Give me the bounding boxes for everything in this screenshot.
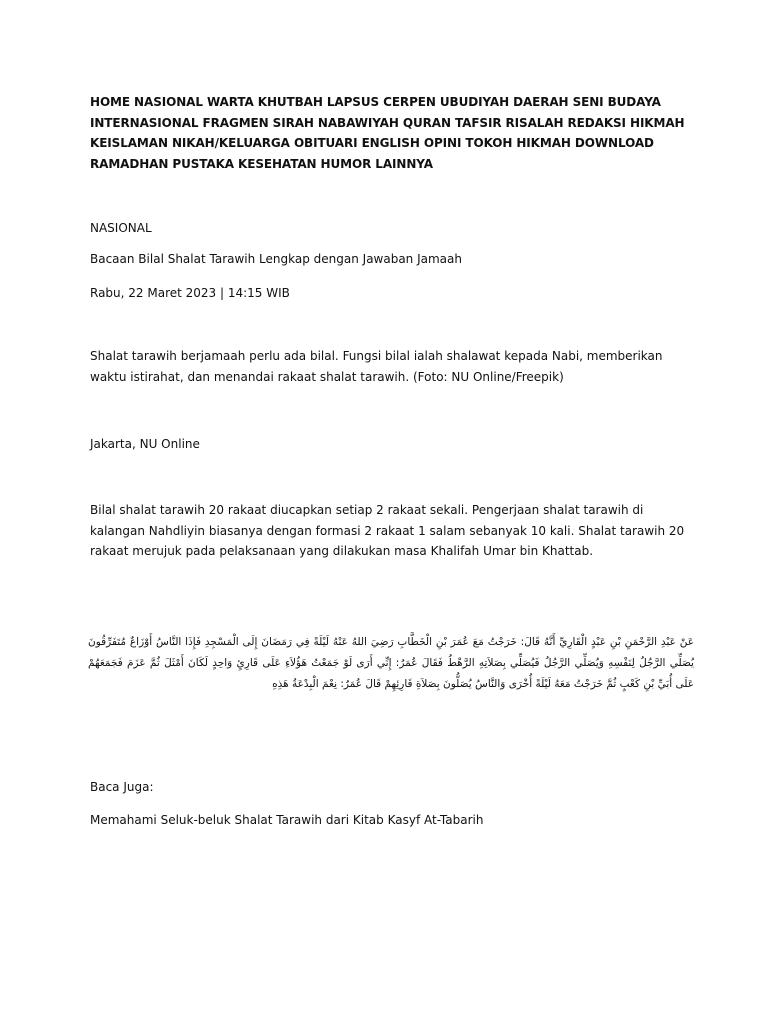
article-title: Bacaan Bilal Shalat Tarawih Lengkap dengan Jawaban Jamaah bbox=[90, 252, 462, 266]
article-paragraph: Bilal shalat tarawih 20 rakaat diucapkan setiap 2 rakaat sekali. Pengerjaan shalat tarawih di kalangan Nahdliyin biasanya dengan formasi 2 rakaat 1 salam sebanyak 10 kali. Shalat tarawih 20 rakaat merujuk pada pelaksanaan yang dilakukan masa Khalifah Umar bin Khattab. bbox=[90, 503, 685, 558]
nav-menu-text[interactable]: HOME NASIONAL WARTA KHUTBAH LAPSUS CERPEN UBUDIYAH DAERAH SENI BUDAYA INTERNASIONAL FRAGMEN SIRAH NABAWIYAH QURAN TAFSIR RISALAH REDAKSI HIKMAH KEISLAMAN NIKAH/KELUARGA OBITUARI ENGLISH OPINI TOKOH HIKMAH DOWNLOAD RAMADHAN PUSTAKA KESEHATAN HUMOR LAINNYA bbox=[90, 95, 685, 171]
read-also-link[interactable]: Memahami Seluk-beluk Shalat Tarawih dari Kitab Kasyf At-Tabarih bbox=[90, 813, 484, 827]
arabic-hadith-text: عَنْ عَبْدِ الرَّحْمَنِ بْنِ عَبْدٍ الْقَارِيِّ أَنَّهُ قَالَ: خَرَجْتُ مَعَ عُمَرَ بْنِ الْخَطَّابِ رَضِيَ اللهُ عَنْهُ لَيْلَةً فِي رَمَضَانَ إِلَى الْمَسْجِدِ فَإِذَا النَّاسُ أَوْزَاعٌ مُتَفَرِّقُونَ يُصَلِّي الرَّجُلُ لِنَفْسِهِ وَيُصَلِّي الرَّجُلُ فَيُصَلِّي بِصَلاَتِهِ الرَّهْطُ فَقَالَ عُمَرُ: إِنِّي أَرَى لَوْ جَمَعْتُ هَؤُلاَءِ عَلَى قَارِئٍ وَاحِدٍ لَكَانَ أَمْثَلَ ثُمَّ عَزَمَ فَجَمَعَهُمْ عَلَى أُبَيِّ بْنِ كَعْبٍ ثُمَّ خَرَجْتُ مَعَهُ لَيْلَةً أُخْرَى وَالنَّاسُ يُصَلُّونَ بِصَلاَةِ قَارِئِهِمْ قَالَ عُمَرُ: نِعْمَ الْبِدْعَةُ هَذِهِ bbox=[88, 636, 694, 690]
article-dateline: Jakarta, NU Online bbox=[90, 437, 200, 451]
image-caption: Shalat tarawih berjamaah perlu ada bilal. Fungsi bilal ialah shalawat kepada Nabi, memberikan waktu istirahat, dan menandai rakaat shalat tarawih. (Foto: NU Online/Freepik) bbox=[90, 349, 663, 384]
read-also-label: Baca Juga: bbox=[90, 780, 154, 794]
article-date: Rabu, 22 Maret 2023 | 14:15 WIB bbox=[90, 286, 290, 300]
section-label: NASIONAL bbox=[90, 221, 152, 235]
